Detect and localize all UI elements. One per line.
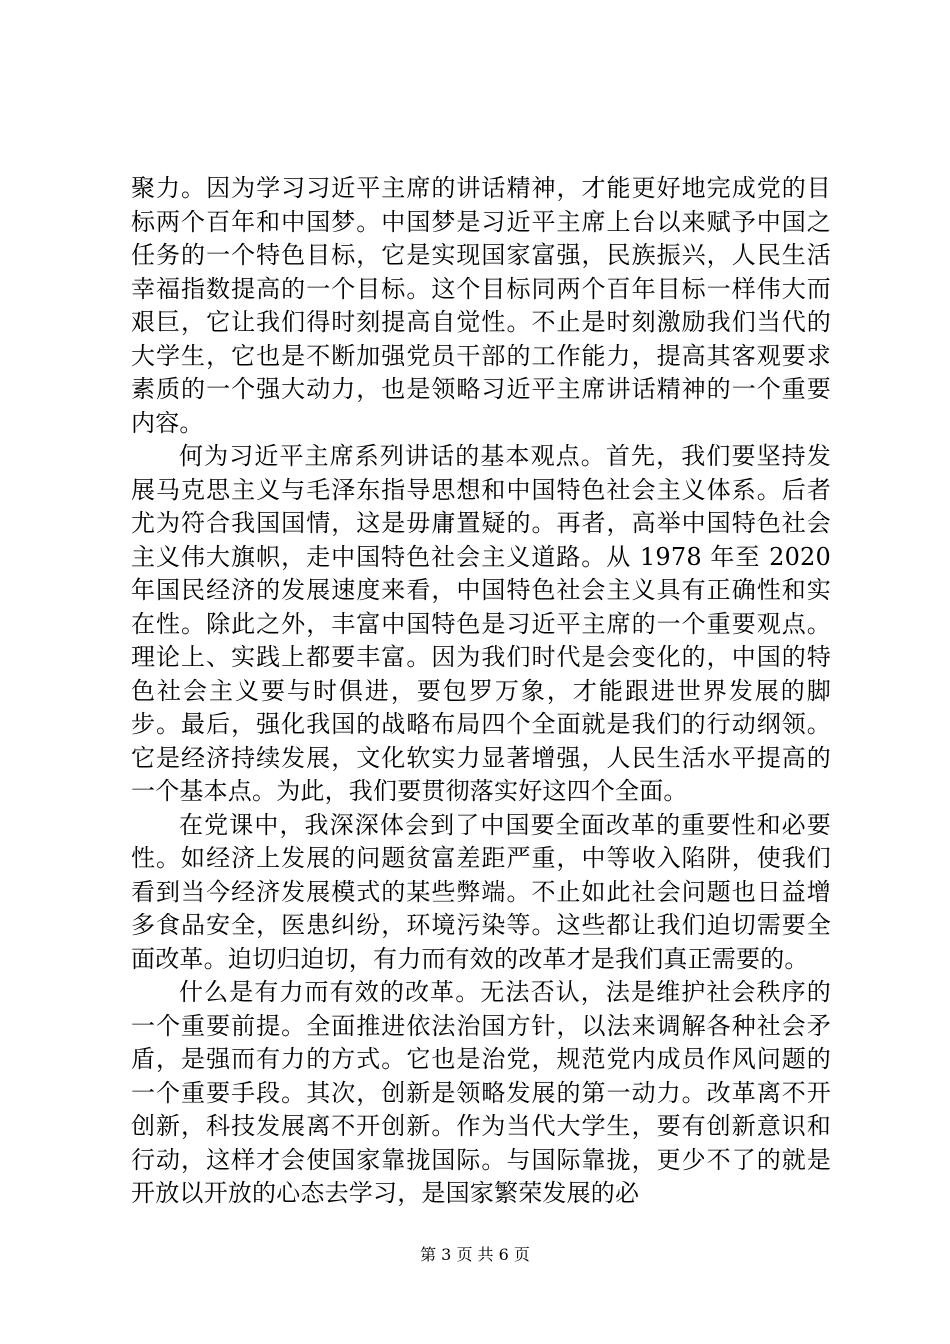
page-footer: 第 3 页 共 6 页 — [420, 1245, 530, 1264]
paragraph-2: 何为习近平主席系列讲话的基本观点。首先，我们要坚持发展马克思主义与毛泽东指导思想和中国特色社会主义体系。后者尤为符合我国国情，这是毋庸置疑的。再者，高举中国特色社会主义伟大旗帜，走中国特色社会主义道路。从 1978 年至 2020 年国民经济的发展速度来看，中国特色社会主义具有正确性和实在性。除此之外，丰富中国特色是习近平主席的一个重要观点。理论上、实践上都要丰富。因为我们时代是会变化的，中国的特色社会主义要与时俱进，要包罗万象，才能跟进世界发展的脚步。最后，强化我国的战略布局四个全面就是我们的行动纲领。它是经济持续发展，文化软实力显著增强，人民生活水平提高的一个基本点。为此，我们要贯彻落实好这四个全面。 — [131, 442, 831, 805]
paragraph-3: 在党课中，我深深体会到了中国要全面改革的重要性和必要性。如经济上发展的问题贫富差距严重，中等收入陷阱，使我们看到当今经济发展模式的某些弊端。不止如此社会问题也日益增多食品安全，医患纠纷，环境污染等。这些都让我们迫切需要全面改革。迫切归迫切，有力而有效的改革才是我们真正需要的。 — [131, 810, 831, 973]
document-body — [131, 172, 831, 1211]
paragraph-1: 聚力。因为学习习近平主席的讲话精神，才能更好地完成党的目标两个百年和中国梦。中国梦是习近平主席上台以来赋予中国之任务的一个特色目标，它是实现国家富强，民族振兴，人民生活幸福指数提高的一个目标。这个目标同两个百年目标一样伟大而艰巨，它让我们得时刻提高自觉性。不止是时刻激励我们当代的大学生，它也是不断加强党员干部的工作能力，提高其客观要求素质的一个强大动力，也是领略习近平主席讲话精神的一个重要内容。 — [131, 174, 831, 437]
paragraph-4: 什么是有力而有效的改革。无法否认，法是维护社会秩序的一个重要前提。全面推进依法治国方针，以法来调解各种社会矛盾，是强而有力的方式。它也是治党，规范党内成员作风问题的一个重要手段。其次，创新是领略发展的第一动力。改革离不开创新，科技发展离不开创新。作为当代大学生，要有创新意识和行动，这样才会使国家靠拢国际。与国际靠拢，更少不了的就是开放以开放的心态去学习，是国家繁荣发展的必 — [131, 978, 831, 1207]
